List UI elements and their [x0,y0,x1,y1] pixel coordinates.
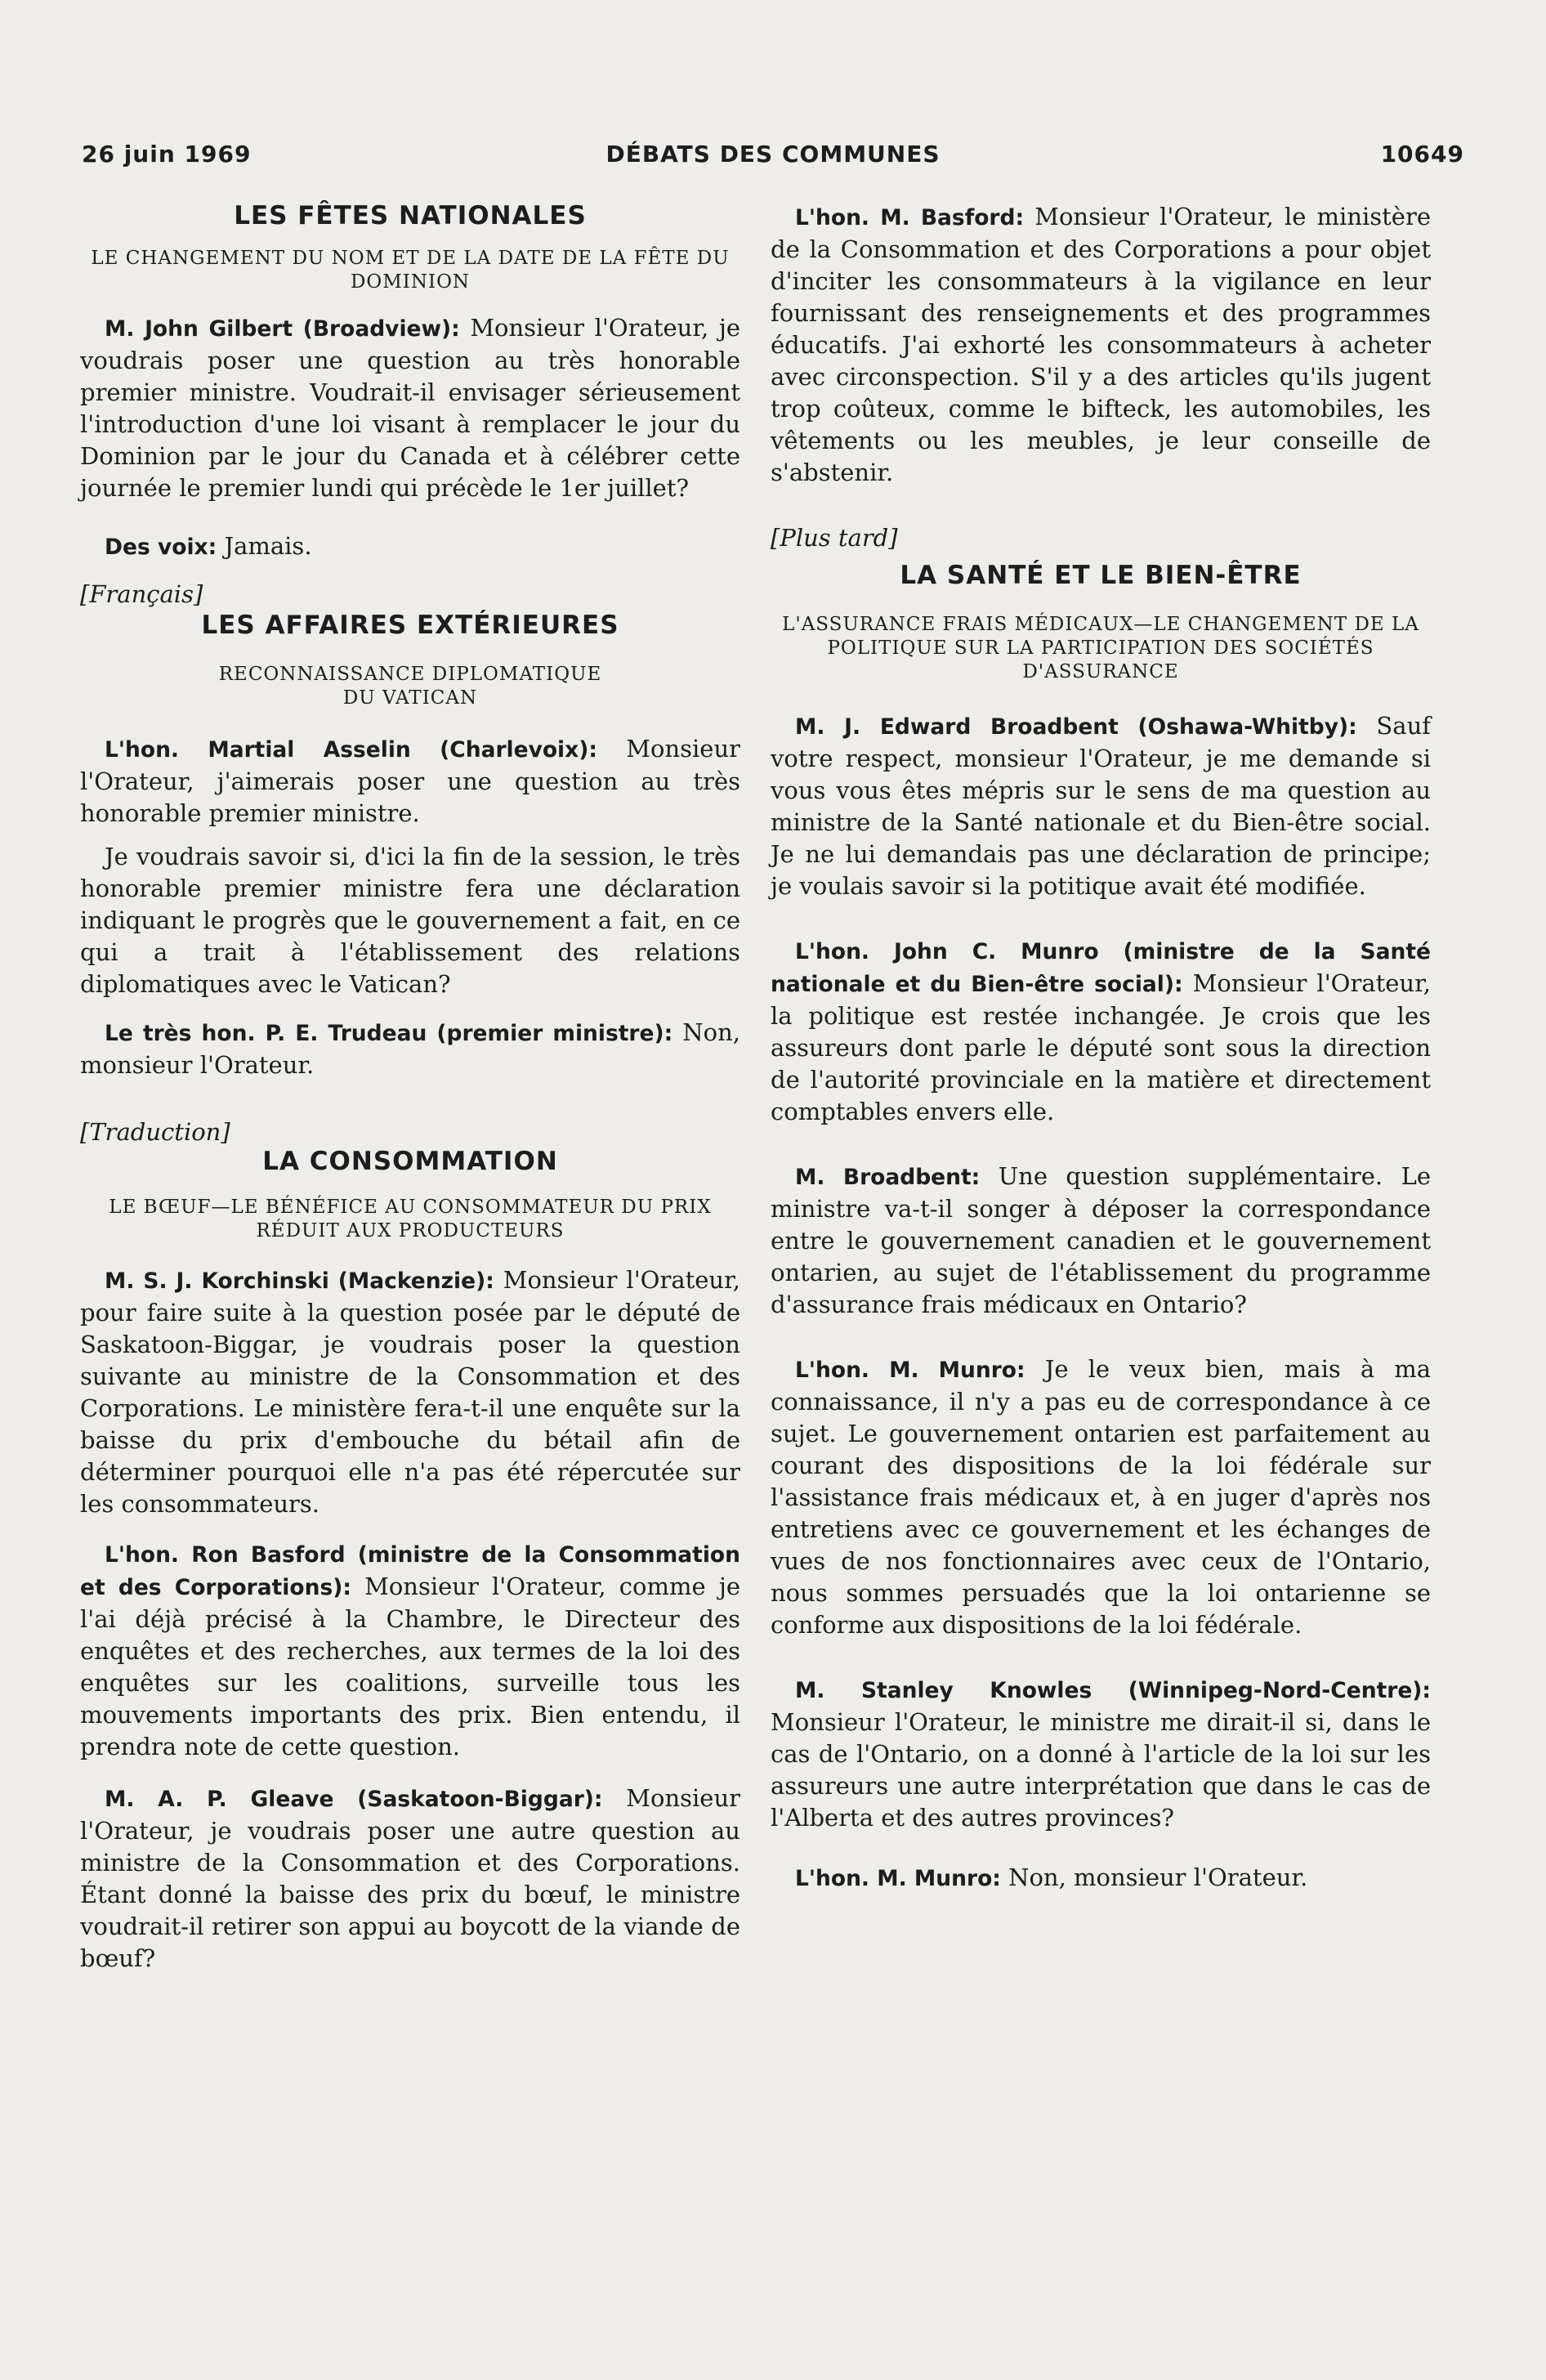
speaker-name: M. Stanley Knowles (Winnipeg-Nord-Centre): [795,1678,1431,1703]
speech-text: Monsieur l'Orateur, pour faire suite à la question posée par le député de Saskatoon-Biggar, je voudrais poser la question suivante au ministre de la Consommation et des Corporations. Le ministère fera-t-il une enquête sur la baisse du prix d'embouche du bétail afin de déterminer pourquoi elle n'a pas été répercutée sur les consommateurs. [80,1266,740,1518]
header-date: 26 juin 1969 [82,141,252,168]
speech-text: Non, monsieur l'Orateur. [1000,1863,1308,1891]
speech-text: Monsieur l'Orateur, j'aimerais poser une question au très honorable premier ministre. [80,735,740,827]
speaker-name: L'hon. John C. Munro (ministre de la Santé nationale et du Bien-être social): [771,939,1431,997]
speaker-name: L'hon. M. Munro: [795,1866,1001,1891]
speech-paragraph [771,201,1431,489]
section-subheading: RECONNAISSANCE DIPLOMATIQUE DU VATICAN [218,664,602,709]
speaker-name: Le très hon. P. E. Trudeau (premier ministre): [105,1021,673,1046]
speech-paragraph [80,312,740,504]
language-rubric: [Traduction] [80,1118,230,1146]
speech-text: Non, monsieur l'Orateur. [80,1018,740,1079]
speaker-name: M. John Gilbert (Broadview): [105,316,460,342]
speaker-name: M. S. J. Korchinski (Mackenzie): [105,1268,494,1294]
header-page-number: 10649 [1380,141,1464,168]
speech-paragraph: Je voudrais savoir si, d'ici la fin de la session, le très honorable premier ministre fera une déclaration indiquant le progrès que le gouvernement a fait, en ce qui a trait à l'établissement des relations diplomatiques avec le Vatican? [80,843,740,998]
speech-paragraph [771,935,1431,1128]
speaker-name: M. A. P. Gleave (Saskatoon-Biggar): [105,1787,603,1812]
left-column [80,201,740,2001]
speech-text: Monsieur l'Orateur, le ministère de la Consommation et des Corporations a pour objet d'inciter les consommateurs à la vigilance en leur fournissant des renseignements et des programmes éducatifs. J'ai exhorté les consommateurs à acheter avec circonspection. S'il y a des articles qu'ils jugent trop coûteux, comme le bifteck, les automobiles, les vêtements ou les meubles, je leur conseille de s'abstenir. [771,203,1431,486]
section-heading: LES AFFAIRES EXTÉRIEURES [201,611,619,640]
header-journal-title: DÉBATS DES COMMUNES [605,141,941,168]
speaker-name: L'hon. M. Munro: [795,1358,1025,1383]
speech-text: Sauf votre respect, monsieur l'Orateur, je me demande si vous vous êtes mépris sur le sens de ma question au ministre de la Santé nationale et du Bien-être social. Je ne lui demandais pas une déclaration de principe; je voulais savoir si la potitique avait été modifiée. [771,712,1431,900]
speaker-name: L'hon. M. Basford: [795,205,1025,230]
speaker-name: M. Broadbent: [795,1165,981,1190]
speech-text: Jamais. [217,532,312,560]
speech-paragraph [80,1017,740,1081]
speech-paragraph [771,1674,1431,1834]
speech-paragraph [771,710,1431,902]
section-subheading: LE BŒUF—LE BÉNÉFICE AU CONSOMMATEUR DU PRIX RÉDUIT AUX PRODUCTEURS [109,1197,712,1241]
speech-paragraph [80,1264,740,1520]
speech-paragraph [80,530,740,563]
speech-text: Monsieur l'Orateur, la politique est restée inchangée. Je crois que les assureurs dont parle le député sont sous la direction de l'autorité provinciale en la matière et directement comptables envers elle. [771,969,1431,1125]
speech-paragraph [80,1538,740,1763]
section-heading: LA SANTÉ ET LE BIEN-ÊTRE [900,561,1302,590]
speech-paragraph [771,1161,1431,1321]
time-rubric: [Plus tard] [771,524,898,552]
speech-paragraph [80,1783,740,1975]
speech-text: Monsieur l'Orateur, le ministre me dirait-il si, dans le cas de l'Ontario, on a donné à l'article de la loi sur les assureurs une autre interprétation que dans le cas de l'Alberta et des autres provinces? [771,1708,1431,1832]
speech-text: Monsieur l'Orateur, je voudrais poser une question au très honorable premier ministre. Voudrait-il envisager sérieusement l'introduction d'une loi visant à remplacer le jour du Dominion par le jour du Canada et à célébrer cette journée le premier lundi qui précède le 1er juillet? [80,314,740,502]
speech-text: Une question supplémentaire. Le ministre va-t-il songer à déposer la correspondance entre le gouvernement canadien et le gouvernement ontarien, au sujet de l'établissement du programme d'assurance frais médicaux en Ontario? [771,1162,1431,1318]
speech-paragraph [771,1353,1431,1641]
section-subheading: LE CHANGEMENT DU NOM ET DE LA DATE DE LA FÊTE DU DOMINION [91,248,730,293]
running-head [82,141,1464,173]
section-heading: LES FÊTES NATIONALES [234,201,587,230]
speech-paragraph [80,733,740,830]
language-rubric: [Français] [80,580,203,608]
speech-text: Je le veux bien, mais à ma connaissance, il n'y a pas eu de correspondance à ce sujet. Le gouvernement ontarien est parfaitement au courant des dispositions de la loi fédérale sur l'assistance frais médicaux et, à en juger d'après nos entretiens avec ce gouvernement et les échanges de vues de nos fonctionnaires avec ceux de l'Ontario, nous sommes persuadés que la loi ontarienne se conforme aux dispositions de la loi fédérale. [771,1355,1431,1639]
right-column [771,201,1431,1921]
speech-paragraph [771,1862,1431,1895]
speaker-name: Des voix: [105,535,217,560]
speaker-name: L'hon. Ron Basford (ministre de la Consommation et des Corporations): [80,1542,740,1600]
section-heading: LA CONSOMMATION [262,1147,558,1176]
speech-text: Monsieur l'Orateur, je voudrais poser une autre question au ministre de la Consommation et des Corporations. Étant donné la baisse des prix du bœuf, le ministre voudrait-il retirer son appui au boycott de la viande de bœuf? [80,1784,740,1972]
speaker-name: L'hon. Martial Asselin (Charlevoix): [105,737,597,763]
section-subheading: L'ASSURANCE FRAIS MÉDICAUX—LE CHANGEMENT DE LA POLITIQUE SUR LA PARTICIPATION DES SOCIÉTÉS D'ASSURANCE [782,614,1419,682]
speech-text: Monsieur l'Orateur, comme je l'ai déjà précisé à la Chambre, le Directeur des enquêtes et des recherches, aux termes de la loi des enquêtes sur les coalitions, surveille tous les mouvements importants des prix. Bien entendu, il prendra note de cette question. [80,1572,741,1760]
speaker-name: M. J. Edward Broadbent (Oshawa-Whitby): [795,714,1357,740]
